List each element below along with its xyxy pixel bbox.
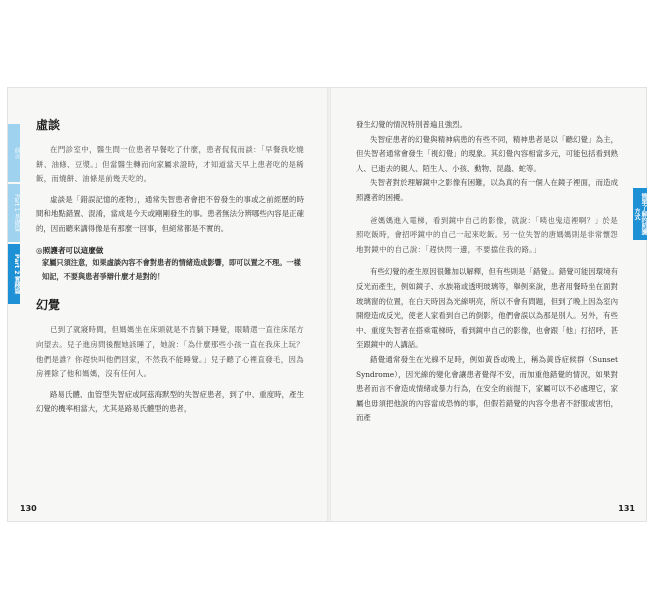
section-heading-hallucination: 幻覺 (36, 298, 61, 313)
tab-preface: 前言 (8, 124, 20, 182)
paragraph: 在門診室中，醫生問一位患者早餐吃了什麼，患者侃侃而談：「早餐我吃燒餅、油條、豆漿。」但當醫生轉而向家屬求證時，才知道當天早上患者吃的是稀飯，而燒餅、油條是前幾天吃的。 (36, 145, 304, 184)
example-paragraph: 爸媽媽進入電梯，看到鏡中自己的影像，就說：「咦也鬼這裡啊？」於是照吃飯時，會招呼鏡中的自己一起來吃飯。另一位失智的唐媽媽則是非常懷怨地對鏡中的自己說：「趕快閃一邊，不要擋住我的路。」 (356, 215, 618, 254)
section-heading-confabulation: 虛談 (36, 118, 61, 132)
tip-text: 家屬只須注意，如果虛談內容不會對患者的情緒造成影響，即可以置之不理。一樣知記，不要與患者爭辯什麼才是對的！ (42, 257, 301, 281)
left-page (8, 88, 327, 521)
left-page-content (36, 116, 304, 417)
tip-heading: ◎照護者可以這麼做 (36, 245, 104, 255)
paragraph: 失智者對於理解鏡中之影像有困難，以為真的有一個人在鏡子裡面，而造成照護者的困擾。 (356, 178, 618, 202)
right-page (331, 88, 647, 521)
page-number: 130 (20, 504, 37, 513)
paragraph: 已到了就寢時間，但媽媽坐在床頭就是不肯躺下睡覺，眼睛還一直往床尾方向望去。兒子進房問後醒她該睡了，她說：「為什麼那些小孩一直在我床上玩？他們是誰？你趕快叫他們回家，不然我不能睡覺。」兒子聽了心裡直發毛，因為房裡除了他和媽媽，沒有任何人。 (36, 325, 304, 379)
chapter-tab: 簡單了解的照護方式 (633, 188, 647, 240)
paragraph: 錯覺通常發生在光線不足時，例如黃昏或晚上，稱為黃昏症候群（Sunset Syndrome），因光線的變化會讓患者覺得不安，而加重他錯覺的情況，如果對患者而言不會造成情緒或暴力行為，在安全的前提下，家屬可以不必處理它，家屬也毋須把他說的內容當成恐怖的事，但假若錯覺的內容令患者不舒服或害怕，而產 (356, 354, 618, 423)
paragraph: 有些幻覺的產生原因很難加以解釋，但有些則是「錯覺」。錯覺可能因環境有反光而產生，例如鏡子、水族箱或透明玻璃等，舉例來說，患者用餐時坐在面對玻璃窗的位置，在白天時因為光線明亮，所以不會有問題，但到了晚上因為室內開燈造成反光，使老人家看到自己的倒影，他們會誤以為那是別人。另外，有些中、重度失智者在搭乘電梯時，看到鏡中自己的影像，也會跟「他」打招呼，甚至跟鏡中的人講話。 (356, 267, 618, 350)
paragraph: 發生幻覺的情況特別普遍且強烈。 (356, 120, 467, 129)
paragraph: 失智症患者的幻覺與精神病患的有些不同，精神患者是以「聽幻覺」為主，但失智者通常會發生「視幻覺」的現象。其幻覺內容相當多元，可能包括看到熟人、已逝去的親人、陌生人、小孩、動物、昆蟲、蛇等。 (356, 134, 618, 173)
tab-part2: Part 2 實踐篇 (8, 244, 20, 304)
tab-part1: Part 1 基礎篇 (8, 184, 20, 242)
book-spread (7, 87, 647, 522)
section-tabs (8, 124, 20, 304)
paragraph: 虛談是「錯誤記憶的產物」，通常失智患者會把不曾發生的事或之前經歷的時間和地點錯置、混淆，當成是今天或剛剛發生的事。患者無法分辨哪些內容是正確的，因而聽來講得像是有那麼一回事，但絕常都是不實的。 (36, 194, 304, 233)
right-page-content (356, 118, 618, 426)
page-number: 131 (618, 504, 635, 513)
paragraph: 路易氏體、血管型失智症或阿茲海默型的失智症患者，到了中、重度時，產生幻覺的機率相當大，尤其是路易氏體型的患者， (36, 389, 304, 414)
